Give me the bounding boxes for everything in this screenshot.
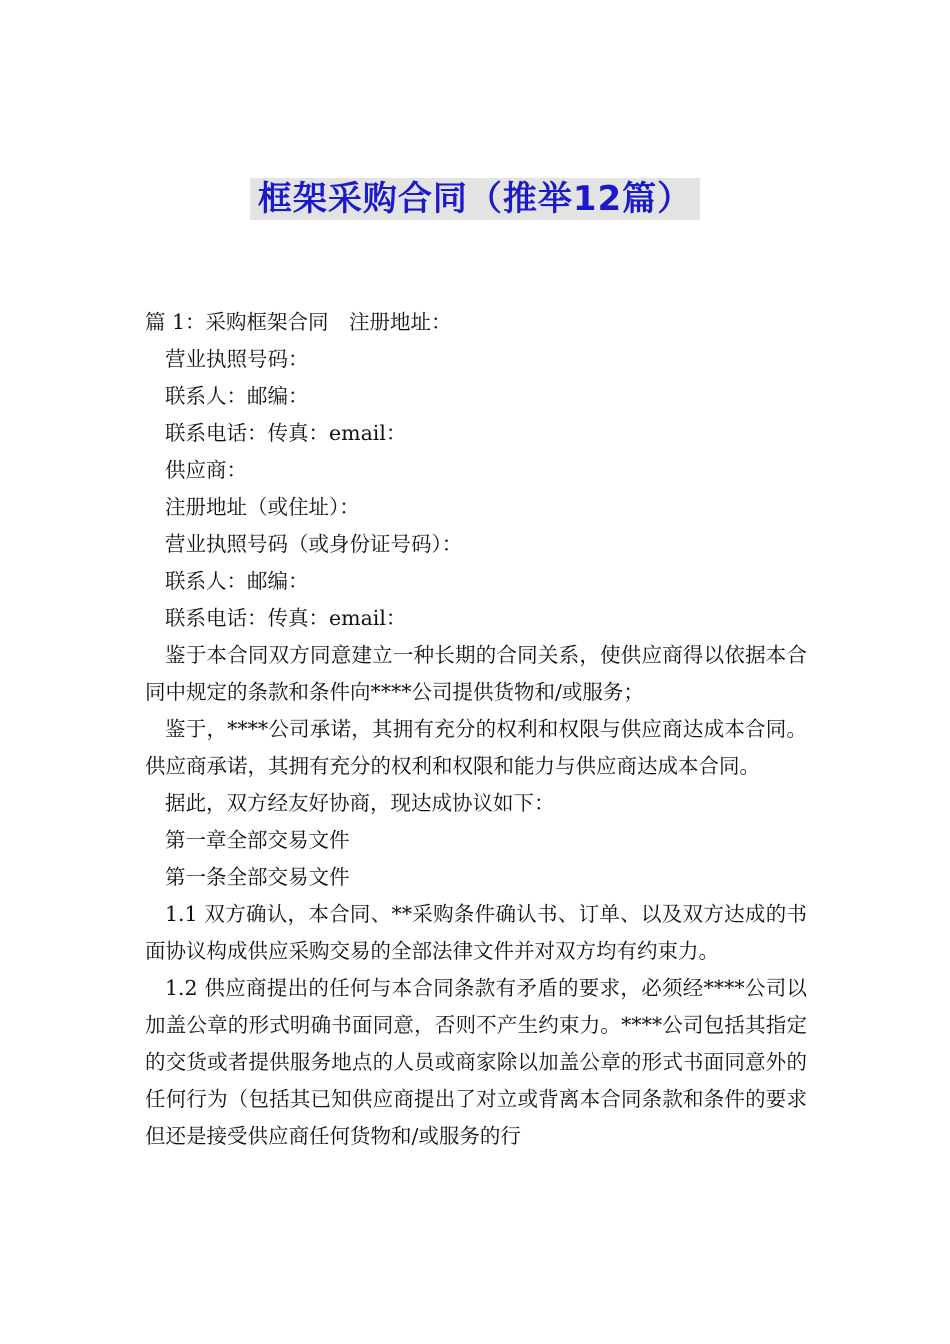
paragraph: 注册地址（或住址）： xyxy=(165,495,360,519)
paragraph: 鉴于，****公司承诺，其拥有充分的权利和权限与供应商达成本合同。供应商承诺，其拥有充分的权利和权限和能力与供应商达成本合同。 xyxy=(145,717,807,778)
paragraph: 营业执照号码（或身份证号码）： xyxy=(165,532,463,556)
paragraph: 供应商： xyxy=(165,458,247,482)
document-body xyxy=(145,304,807,1155)
paragraph: 联系人：邮编： xyxy=(165,569,309,593)
paragraph: 第一条全部交易文件 xyxy=(165,865,350,889)
paragraph: 1.2 供应商提出的任何与本合同条款有矛盾的要求，必须经****公司以加盖公章的形式明确书面同意，否则不产生约束力。****公司包括其指定的交货或者提供服务地点的人员或商家除以加盖公章的形式书面同意外的任何行为（包括其已知供应商提出了对立或背离本合同条款和条件的要求但还是接受供应商任何货物和/或服务的行 xyxy=(145,976,807,1148)
title-container xyxy=(0,178,950,220)
document-title: 框架采购合同（推举12篇） xyxy=(250,178,700,220)
paragraph: 第一章全部交易文件 xyxy=(165,828,350,852)
paragraph: 联系电话：传真：email： xyxy=(165,421,407,445)
paragraph: 联系电话：传真：email： xyxy=(165,606,407,630)
paragraph: 鉴于本合同双方同意建立一种长期的合同关系，使供应商得以依据本合同中规定的条款和条件向****公司提供货物和/或服务； xyxy=(145,643,807,704)
paragraph: 1.1 双方确认，本合同、**采购条件确认书、订单、以及双方达成的书面协议构成供应采购交易的全部法律文件并对双方均有约束力。 xyxy=(145,902,807,963)
paragraph: 据此，双方经友好协商，现达成协议如下： xyxy=(165,791,555,815)
paragraph: 联系人：邮编： xyxy=(165,384,309,408)
paragraph: 营业执照号码： xyxy=(165,347,309,371)
paragraph: 篇 1：采购框架合同 注册地址： xyxy=(145,310,452,334)
